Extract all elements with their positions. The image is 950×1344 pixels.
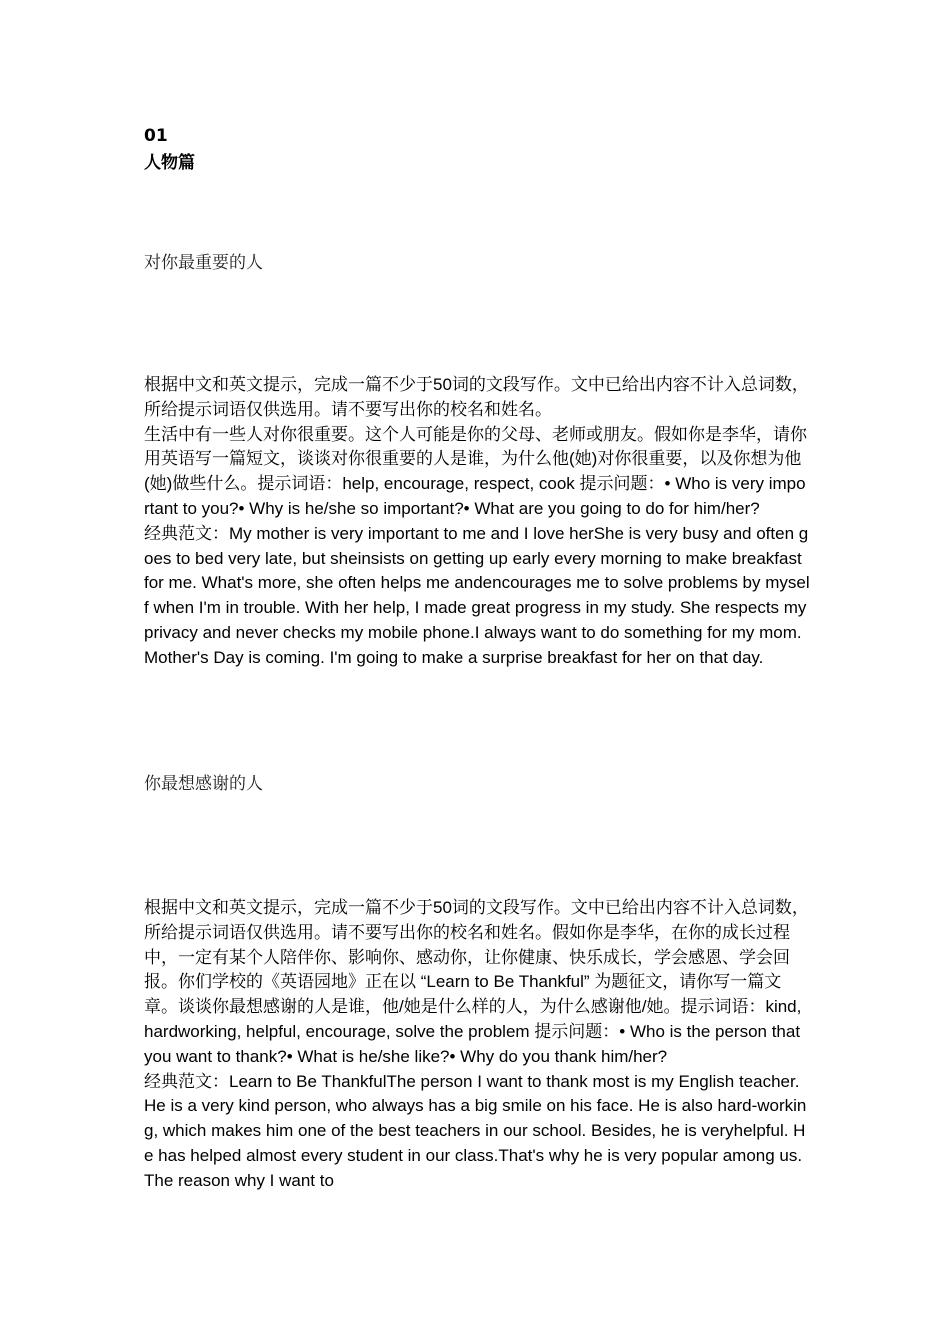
essay-label-1: 经典范文： <box>144 523 229 543</box>
paragraph-2 <box>144 896 810 1194</box>
paragraph-1 <box>144 373 810 671</box>
task-text-2: 假如你是李华，在你的成长过程中，一定有某个人陪伴你、影响你、感动你，让你健康、快乐成长，学会感恩、学会回报。你们学校的《英语园地》正在以 “Learn to Be Thankful” 为题征文，请你写一篇文章。谈谈你最想感谢的人是谁，他/她是什么样的人，为什么感谢他/她。提示词语：kind, hardworking, helpful, encourage, solve the problem 提示问题：• Who is the person that you want to thank?• What is he/she like?• Why do you thank him/her? <box>144 922 802 1066</box>
prompt-text-2: 根据中文和英文提示，完成一篇不少于50词的文段写作。文中已给出内容不计入总词数，所给提示词语仅供选用。请不要写出你的校名和姓名。 <box>144 898 809 942</box>
essay-label-2: 经典范文： <box>144 1071 229 1091</box>
essay-text-2: Learn to Be ThankfulThe person I want to thank most is my English teacher.He is a very kind person, who always has a big smile on his face. He is also hard-working, which makes him one of the best teachers in our school. Besides, he is veryhelpful. He has helped almost every student in our class.That's why he is very popular among us.The reason why I want to <box>144 1071 807 1190</box>
task-text-1: 生活中有一些人对你很重要。这个人可能是你的父母、老师或朋友。假如你是李华，请你用英语写一篇短文，谈谈对你很重要的人是谁，为什么他(她)对你很重要，以及你想为他(她)做些什么。提示词语：help, encourage, respect, cook 提示问题：• Who is very important to you?• Why is he/she so important?• What are you going to do for him/her? <box>144 424 807 518</box>
prompt-text-1: 根据中文和英文提示，完成一篇不少于50词的文段写作。文中已给出内容不计入总词数，所给提示词语仅供选用。请不要写出你的校名和姓名。 <box>144 375 809 419</box>
topic-title-2: 你最想感谢的人 <box>144 774 263 794</box>
essay-text-1: My mother is very important to me and I love herShe is very busy and often goes to bed very late, but sheinsists on getting up early every morning to make breakfast for me. What's more, she often helps me andencourages me to solve problems by myself when I'm in trouble. With her help, I made great progress in my study. She respects my privacy and never checks my mobile phone.I always want to do something for my mom. Mother's Day is coming. I'm going to make a surprise breakfast for her on that day. <box>144 523 810 667</box>
section-number: 01 <box>144 126 168 146</box>
section-heading: 人物篇 <box>144 153 195 173</box>
topic-title-1: 对你最重要的人 <box>144 253 263 273</box>
